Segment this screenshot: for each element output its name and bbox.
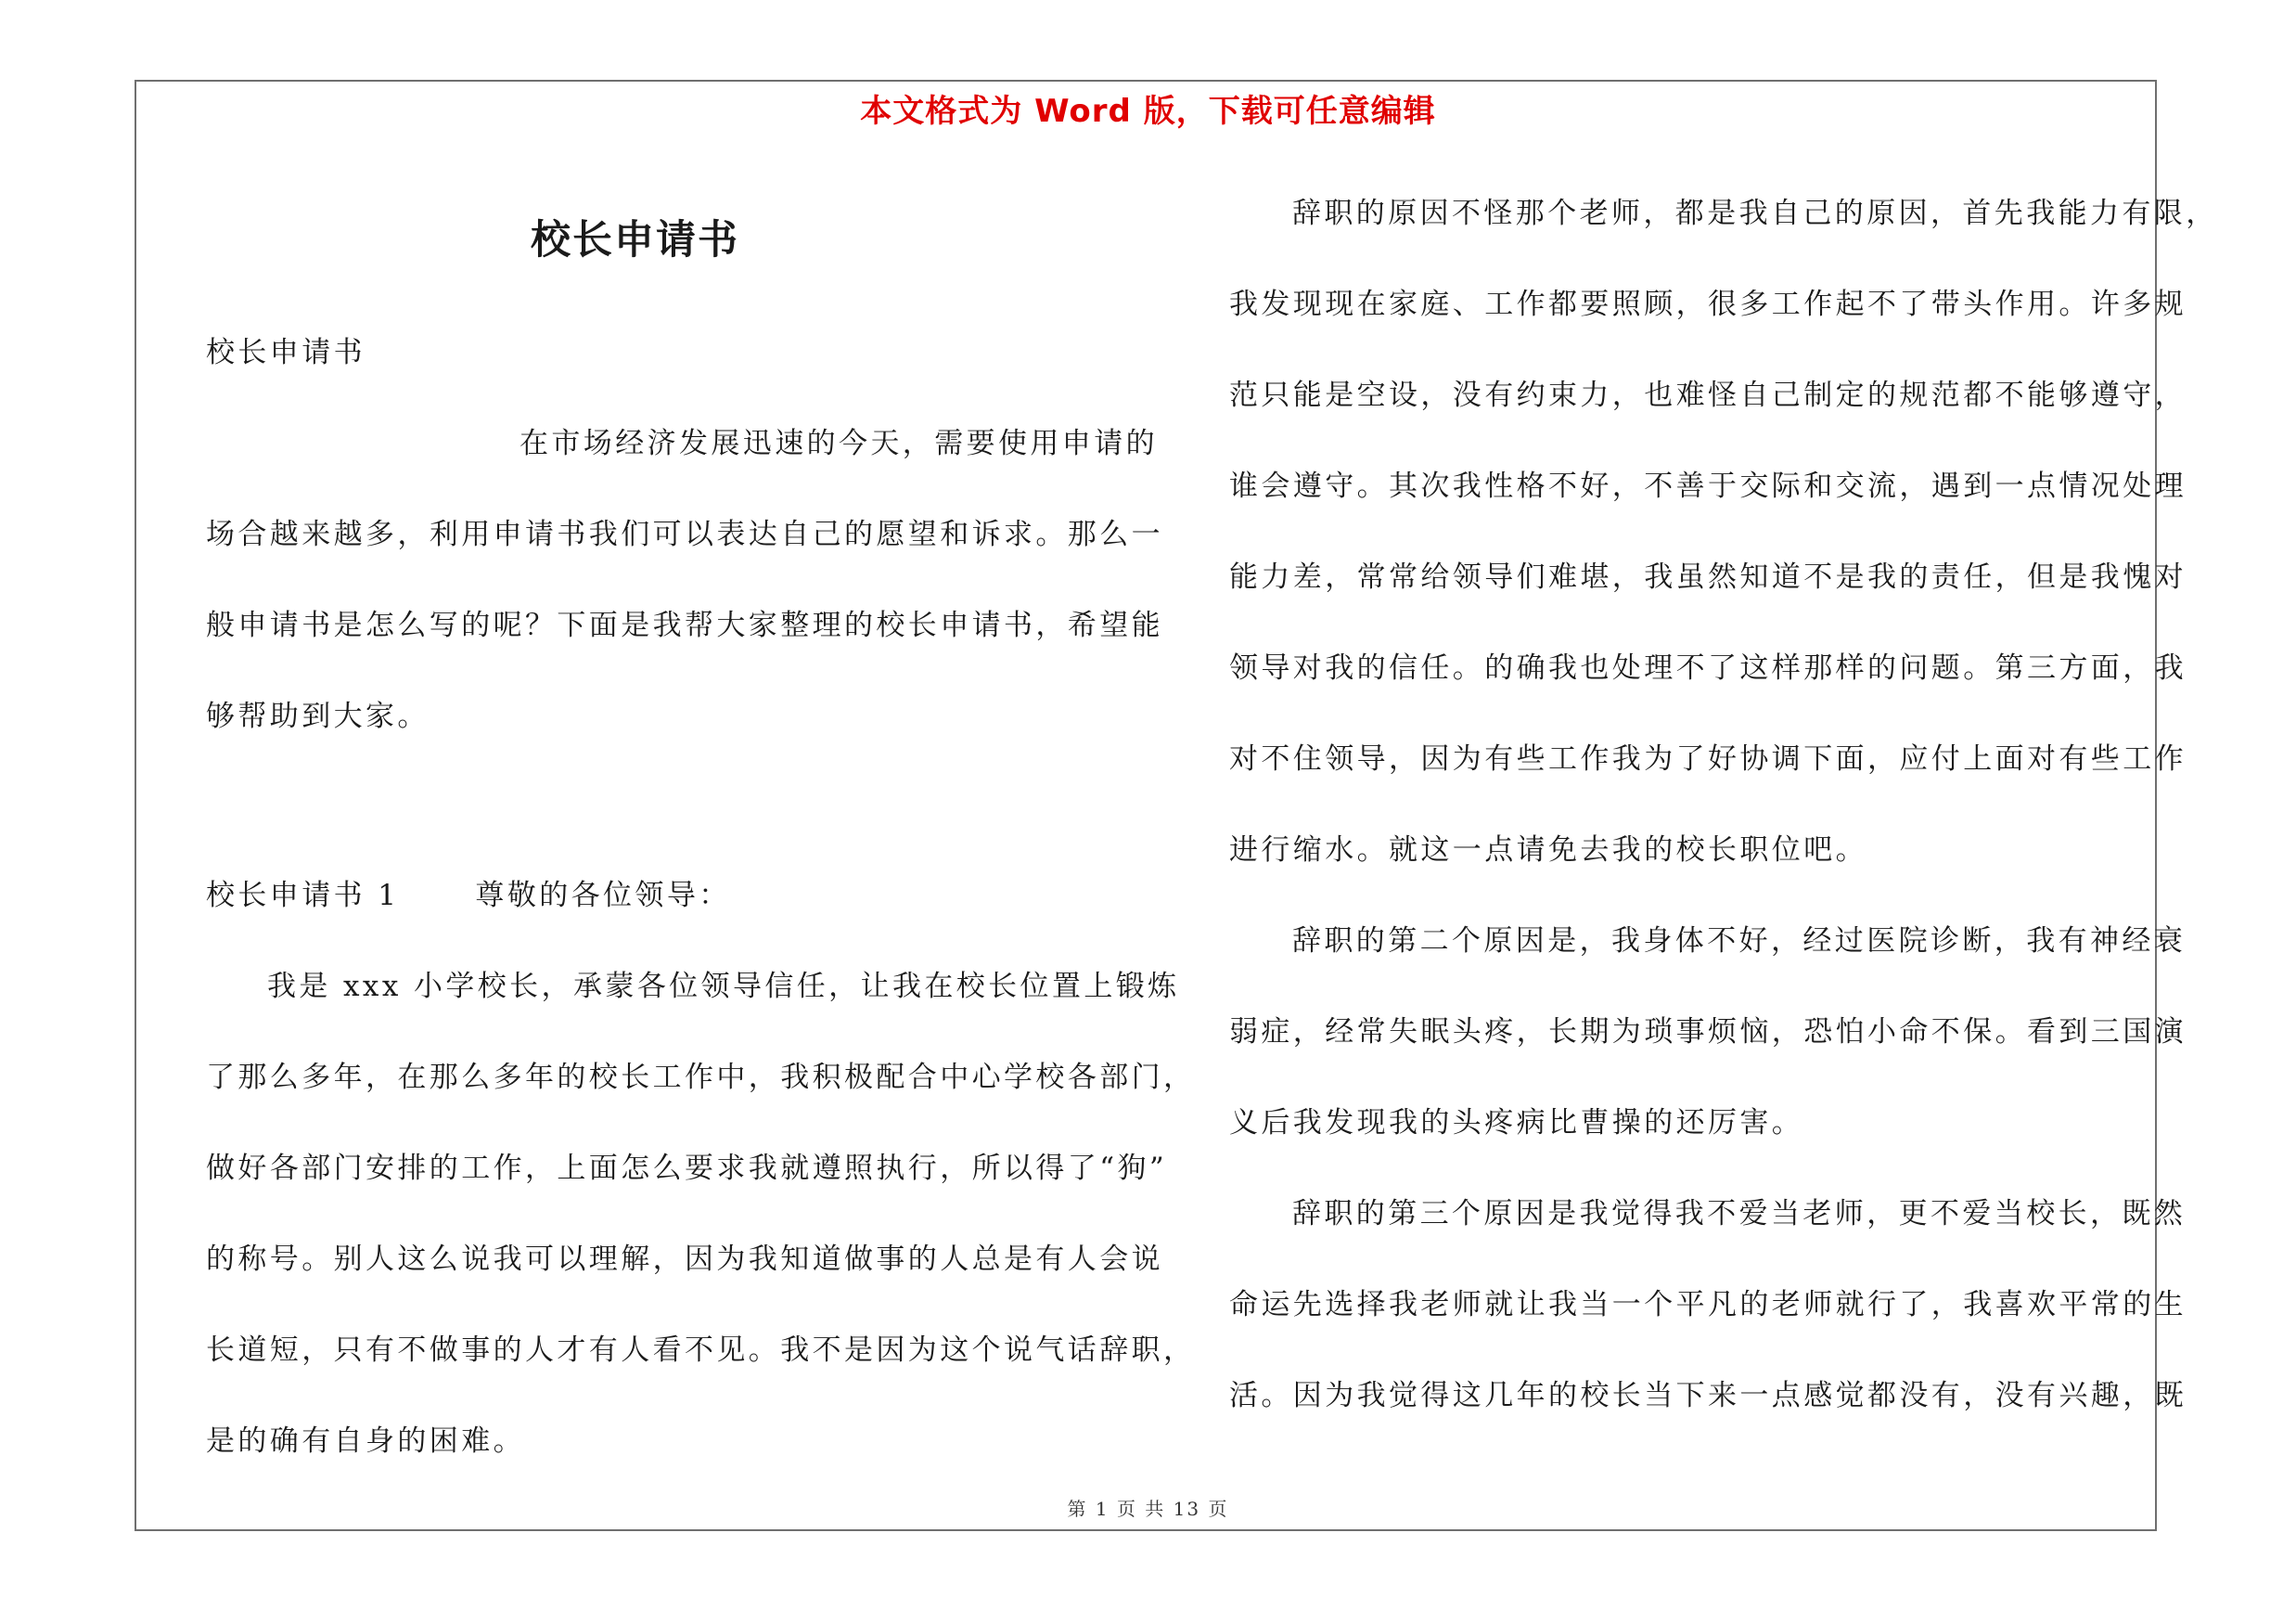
left-line-6: 我是 xxx 小学校长，承蒙各位领导信任，让我在校长位置上锻炼 <box>267 970 1180 1003</box>
left-line-10: 长道短，只有不做事的人才有人看不见。我不是因为这个说气话辞职， <box>206 1333 1196 1367</box>
left-line-11: 是的确有自身的困难。 <box>206 1424 525 1458</box>
right-line-2: 范只能是空设，没有约束力，也难怪自己制定的规范都不能够遵守， <box>1229 379 2187 412</box>
left-line-0: 校长申请书 <box>206 336 366 369</box>
right-line-11: 辞职的第三个原因是我觉得我不爱当老师，更不爱当校长，既然 <box>1292 1197 2187 1230</box>
left-line-9: 的称号。别人这么说我可以理解，因为我知道做事的人总是有人会说 <box>206 1243 1163 1276</box>
left-line-5: 校长申请书 1 尊敬的各位领导： <box>206 879 731 912</box>
left-line-7: 了那么多年，在那么多年的校长工作中，我积极配合中心学校各部门， <box>206 1061 1196 1094</box>
left-line-8: 做好各部门安排的工作，上面怎么要求我就遵照执行，所以得了“狗” <box>206 1152 1168 1185</box>
right-line-0: 辞职的原因不怪那个老师，都是我自己的原因，首先我能力有限， <box>1292 197 2218 230</box>
left-line-1: 在市场经济发展迅速的今天，需要使用申请的 <box>519 427 1158 460</box>
right-line-5: 领导对我的信任。的确我也处理不了这样那样的问题。第三方面，我 <box>1229 651 2187 685</box>
format-banner: 本文格式为 Word 版，下载可任意编辑 <box>860 93 1436 130</box>
right-line-12: 命运先选择我老师就让我当一个平凡的老师就行了，我喜欢平常的生 <box>1229 1288 2187 1321</box>
right-line-7: 进行缩水。就这一点请免去我的校长职位吧。 <box>1229 833 1867 867</box>
right-line-9: 弱症，经常失眠头疼，长期为琐事烦恼，恐怕小命不保。看到三国演 <box>1229 1015 2187 1049</box>
document-title: 校长申请书 <box>531 217 739 264</box>
right-line-8: 辞职的第二个原因是，我身体不好，经过医院诊断，我有神经衰 <box>1292 924 2187 958</box>
right-line-6: 对不住领导，因为有些工作我为了好协调下面，应付上面对有些工作 <box>1229 742 2187 776</box>
left-line-3: 般申请书是怎么写的呢？下面是我帮大家整理的校长申请书，希望能 <box>206 609 1163 642</box>
page-number-footer: 第 1 页 共 13 页 <box>1067 1498 1229 1520</box>
left-line-2: 场合越来越多，利用申请书我们可以表达自己的愿望和诉求。那么一 <box>206 518 1163 551</box>
right-line-3: 谁会遵守。其次我性格不好，不善于交际和交流，遇到一点情况处理 <box>1229 470 2187 503</box>
right-line-1: 我发现现在家庭、工作都要照顾，很多工作起不了带头作用。许多规 <box>1229 288 2187 321</box>
right-line-13: 活。因为我觉得这几年的校长当下来一点感觉都没有，没有兴趣，既 <box>1229 1379 2187 1412</box>
right-line-10: 义后我发现我的头疼病比曹操的还厉害。 <box>1229 1106 1804 1140</box>
left-line-4: 够帮助到大家。 <box>206 700 430 733</box>
right-line-4: 能力差，常常给领导们难堪，我虽然知道不是我的责任，但是我愧对 <box>1229 560 2187 594</box>
